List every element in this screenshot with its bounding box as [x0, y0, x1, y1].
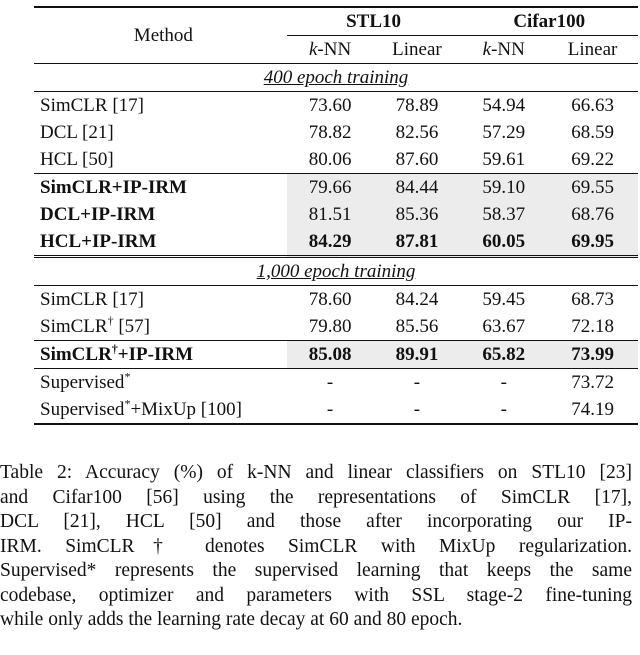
value-cell: 69.22: [571, 149, 614, 170]
table-row-ours: [34, 341, 638, 369]
value-cell: -: [500, 372, 507, 393]
caption-line: Supervised* represents the supervised learning that keeps the same: [0, 560, 632, 581]
value-cell: 66.63: [571, 95, 614, 116]
asterisk-mark: *: [124, 369, 131, 384]
table-row: [34, 92, 638, 120]
method-cell: SimCLR [17]: [40, 95, 144, 116]
caption-line: codebase, optimizer and parameters with SSL stage-2 fine-tuning: [0, 584, 632, 606]
table-row-ours: [34, 201, 638, 228]
value-cell: 59.45: [482, 289, 526, 310]
value-cell: 63.67: [482, 316, 526, 337]
table-row: [34, 119, 638, 146]
caption-line: Table 2: Accuracy (%) of k-NN and linear classifiers on STL10 [23]: [0, 462, 632, 483]
value-cell: 72.18: [571, 316, 614, 337]
method-suffix: +MixUp [100]: [130, 399, 242, 420]
section-label-1000: 1,000 epoch training: [256, 261, 416, 282]
value-cell: 89.91: [373, 341, 460, 369]
value-cell: -: [500, 399, 507, 420]
value-cell: 87.60: [395, 149, 439, 170]
method-name: Supervised: [40, 399, 125, 420]
method-suffix: +IP-IRM: [117, 344, 193, 365]
value-cell: 59.10: [460, 174, 547, 202]
value-cell: 68.76: [547, 201, 638, 228]
value-cell: 68.73: [571, 289, 614, 310]
asterisk-mark: *: [124, 396, 131, 411]
method-name: Supervised: [40, 372, 125, 393]
table-row-supervised: [34, 396, 638, 424]
method-cell: [34, 369, 287, 397]
method-name: SimCLR: [40, 344, 112, 365]
value-cell: 82.56: [395, 122, 439, 143]
value-cell: -: [413, 399, 421, 420]
dagger-mark: †: [107, 313, 114, 328]
dagger-mark: †: [111, 341, 118, 356]
stl10-header: STL10: [346, 11, 402, 32]
value-cell: 78.89: [395, 95, 439, 116]
section-label-400: 400 epoch training: [263, 67, 409, 88]
value-cell: 78.82: [308, 122, 352, 143]
value-cell: 69.55: [547, 174, 638, 202]
subheader-knn-stl10: k-NN: [287, 36, 374, 64]
caption-line: IRM. SimCLR† denotes SimCLR with MixUp regularization.: [0, 535, 632, 557]
value-cell: 68.59: [571, 122, 614, 143]
table-row-ours: [34, 174, 638, 202]
value-cell: 80.06: [308, 149, 352, 170]
method-cell: [34, 313, 287, 341]
value-cell: 84.24: [395, 289, 439, 310]
subheader-linear-stl10: Linear: [373, 36, 460, 64]
results-table: [34, 6, 638, 425]
method-header: Method: [133, 25, 193, 46]
table-header-row: [34, 7, 638, 36]
value-cell: 59.61: [482, 149, 526, 170]
method-cell: SimCLR+IP-IRM: [40, 177, 187, 198]
table-row: [34, 313, 638, 341]
subheader-linear-cifar100: Linear: [547, 36, 638, 64]
value-cell: 60.05: [460, 228, 547, 257]
method-cell: DCL+IP-IRM: [40, 204, 156, 225]
caption-line: while only adds the learning rate decay at 60 and 80 epoch.: [0, 609, 463, 630]
table-row-ours: [34, 228, 638, 257]
value-cell: 74.19: [571, 399, 614, 420]
value-cell: 85.08: [287, 341, 374, 369]
table-row: [34, 146, 638, 174]
caption-line: DCL [21], HCL [50] and those after incorporating our IP-: [0, 511, 632, 532]
method-cell: [34, 341, 287, 369]
value-cell: 69.95: [547, 228, 638, 257]
value-cell: 73.60: [308, 95, 352, 116]
value-cell: 85.36: [373, 201, 460, 228]
value-cell: -: [326, 399, 334, 420]
subheader-knn-cifar100: k-NN: [460, 36, 547, 64]
method-name: SimCLR: [40, 316, 108, 337]
value-cell: 57.29: [482, 122, 526, 143]
method-cell: HCL [50]: [40, 149, 114, 170]
value-cell: 73.99: [547, 341, 638, 369]
method-cell: DCL [21]: [40, 122, 114, 143]
value-cell: 54.94: [482, 95, 526, 116]
value-cell: 79.80: [308, 316, 352, 337]
value-cell: -: [326, 372, 334, 393]
table-caption: [0, 461, 632, 633]
section-row-1000: [34, 257, 638, 286]
value-cell: 87.81: [373, 228, 460, 257]
value-cell: 84.29: [287, 228, 374, 257]
value-cell: 84.44: [373, 174, 460, 202]
value-cell: 81.51: [287, 201, 374, 228]
value-cell: -: [413, 372, 421, 393]
method-cell: SimCLR [17]: [40, 289, 144, 310]
caption-line: and Cifar100 [56] using the representations of SimCLR [17],: [0, 486, 632, 508]
value-cell: 85.56: [395, 316, 439, 337]
section-row-400: [34, 64, 638, 92]
method-cell: [34, 396, 287, 424]
table-row: [34, 286, 638, 314]
method-ref: [57]: [113, 316, 150, 337]
value-cell: 65.82: [460, 341, 547, 369]
table-row-supervised: [34, 369, 638, 397]
cifar100-header: Cifar100: [513, 11, 586, 32]
value-cell: 58.37: [460, 201, 547, 228]
method-cell: HCL+IP-IRM: [40, 231, 157, 252]
value-cell: 79.66: [287, 174, 374, 202]
value-cell: 78.60: [308, 289, 352, 310]
value-cell: 73.72: [571, 372, 614, 393]
